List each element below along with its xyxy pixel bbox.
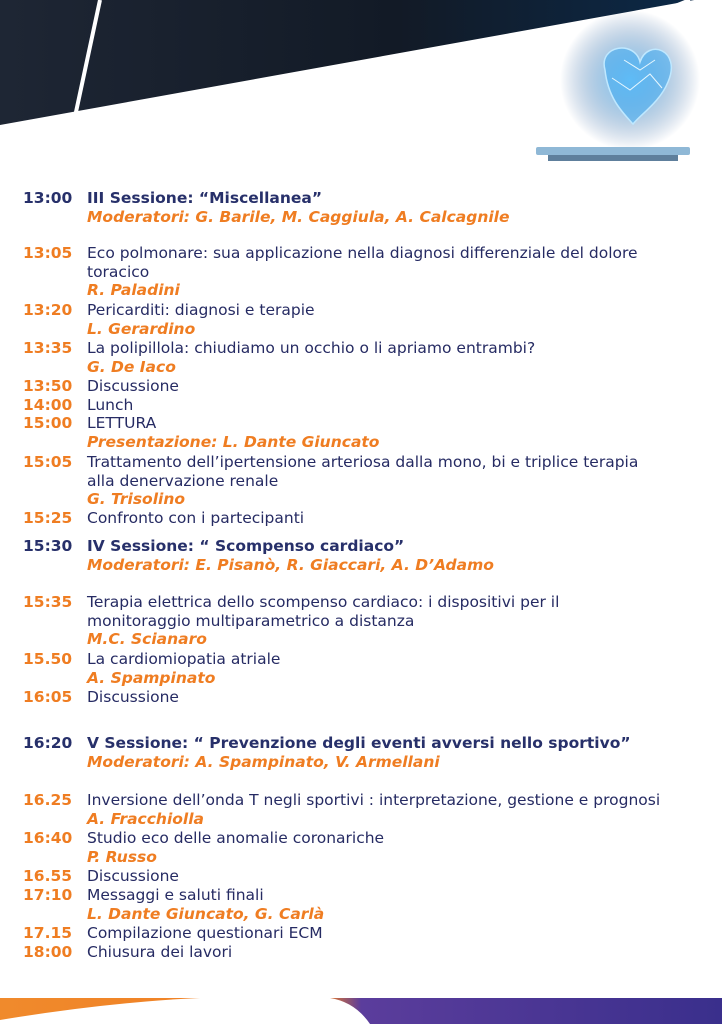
time-label: 16:20 [23, 734, 73, 752]
item-body [87, 886, 677, 923]
time-label: 15:00 [23, 414, 73, 432]
talk-title: alla denervazione renale [87, 471, 279, 490]
item-body [87, 377, 677, 396]
talk-title: Eco polmonare: sua applicazione nella diagnosi differenziale del dolore [87, 244, 638, 262]
talk-title: Messaggi e saluti finali [87, 886, 264, 904]
item-body [87, 650, 677, 687]
time-label: 17:10 [23, 886, 73, 904]
speaker-name: M.C. Scianaro [87, 630, 207, 649]
time-label: 13:00 [23, 189, 73, 207]
time-label: 13:50 [23, 377, 73, 395]
item-body [87, 339, 677, 376]
moderators: Moderatori: E. Pisanò, R. Giaccari, A. D’Adamo [87, 555, 494, 574]
item-body [87, 791, 677, 828]
speaker-name: L. Gerardino [87, 319, 196, 338]
session-title: IV Sessione: “ Scompenso cardiaco” [87, 537, 405, 555]
time-label: 13:20 [23, 301, 73, 319]
footer-bar [0, 990, 722, 1024]
item-body [87, 867, 677, 886]
moderators: Moderatori: G. Barile, M. Caggiula, A. Calcagnile [87, 207, 510, 226]
speaker-name: L. Dante Giuncato, G. Carlà [87, 904, 325, 923]
item-body [87, 189, 677, 226]
talk-title: Lunch [87, 396, 134, 414]
time-label: 16.55 [23, 867, 73, 885]
item-body [87, 943, 677, 962]
item-body [87, 301, 677, 338]
speaker-name: P. Russo [87, 847, 157, 866]
item-body [87, 453, 677, 509]
talk-title: Trattamento dell’ipertensione arteriosa dalla mono, bi e triplice terapia [87, 453, 639, 471]
speaker-name: Presentazione: L. Dante Giuncato [87, 432, 380, 451]
talk-title: Confronto con i partecipanti [87, 509, 305, 527]
talk-title: La cardiomiopatia atriale [87, 650, 281, 668]
session-title: III Sessione: “Miscellanea” [87, 189, 323, 207]
item-body [87, 688, 677, 707]
item-body [87, 593, 677, 649]
talk-title: Discussione [87, 688, 179, 706]
time-label: 16:40 [23, 829, 73, 847]
time-label: 15:35 [23, 593, 73, 611]
item-body [87, 924, 677, 943]
moderators: Moderatori: A. Spampinato, V. Armellani [87, 752, 440, 771]
time-label: 15:25 [23, 509, 73, 527]
time-label: 13:35 [23, 339, 73, 357]
talk-title: Inversione dell’onda T negli sportivi : interpretazione, gestione e prognosi [87, 791, 661, 809]
time-label: 15:30 [23, 537, 73, 555]
talk-title: LETTURA [87, 414, 157, 432]
time-label: 13:05 [23, 244, 73, 262]
talk-title: Discussione [87, 867, 179, 885]
item-body [87, 244, 677, 300]
time-label: 16:05 [23, 688, 73, 706]
talk-title: Discussione [87, 377, 179, 395]
speaker-name: G. De Iaco [87, 357, 176, 376]
talk-title: toracico [87, 262, 150, 281]
item-body [87, 829, 677, 866]
talk-title: La polipillola: chiudiamo un occhio o li apriamo entrambi? [87, 339, 536, 357]
speaker-name: A. Spampinato [87, 668, 216, 687]
speaker-name: R. Paladini [87, 281, 180, 300]
talk-title: Compilazione questionari ECM [87, 924, 323, 942]
item-body [87, 414, 677, 451]
item-body [87, 396, 677, 415]
talk-title: Terapia elettrica dello scompenso cardiaco: i dispositivi per il [87, 593, 560, 611]
talk-title: Pericarditi: diagnosi e terapie [87, 301, 315, 319]
time-label: 15.50 [23, 650, 73, 668]
talk-title: Chiusura dei lavori [87, 943, 233, 961]
item-body [87, 734, 677, 771]
time-label: 18:00 [23, 943, 73, 961]
item-body [87, 509, 677, 528]
session-title: V Sessione: “ Prevenzione degli eventi avversi nello sportivo” [87, 734, 631, 752]
talk-title: Studio eco delle anomalie coronariche [87, 829, 385, 847]
time-label: 16.25 [23, 791, 73, 809]
speaker-name: G. Trisolino [87, 490, 186, 509]
speaker-name: A. Fracchiolla [87, 809, 205, 828]
time-label: 17.15 [23, 924, 73, 942]
item-body [87, 537, 677, 574]
time-label: 14:00 [23, 396, 73, 414]
time-label: 15:05 [23, 453, 73, 471]
talk-title: monitoraggio multiparametrico a distanza [87, 611, 415, 630]
